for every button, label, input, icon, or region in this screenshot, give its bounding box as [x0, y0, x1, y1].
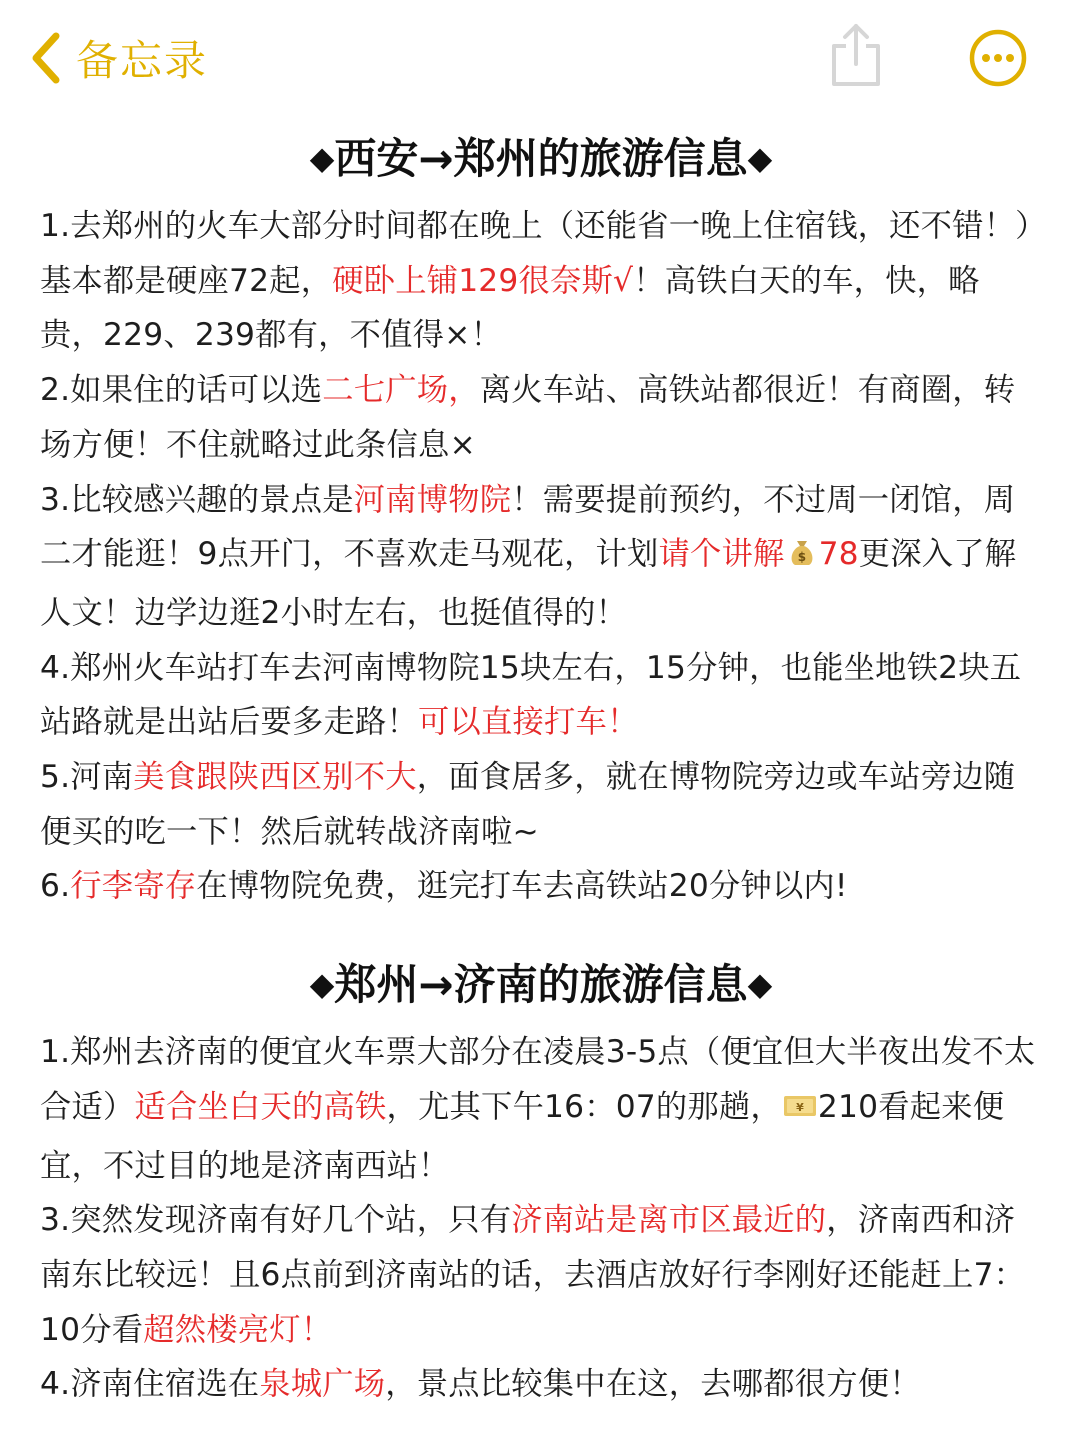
- more-button[interactable]: [968, 28, 1028, 88]
- money-bag-icon: [785, 531, 819, 586]
- svg-text:$: $: [797, 550, 806, 565]
- chevron-left-icon: [30, 32, 62, 84]
- paragraph-3: 4.济南住宿选在泉城广场，景点比较集中在这，去哪都很方便！: [40, 1366, 921, 1403]
- diamond-icon: ◆: [309, 965, 335, 1004]
- section2-paragraphs: [40, 1025, 1042, 1412]
- diamond-icon: ◆: [747, 139, 773, 177]
- section-title-xian-zhengzhou: ◆西安→郑州的旅游信息◆: [309, 134, 773, 183]
- paragraph-2: 2.如果住的话可以选二七广场，离火车站、高铁站都很近！有商圈，转场方便！不住就略过此条信息×: [40, 372, 1016, 463]
- more-icon: [968, 73, 1028, 92]
- share-icon: [826, 73, 886, 92]
- paragraph-6: 6.行李寄存在博物院免费，逛完打车去高铁站20分钟以内!: [40, 868, 848, 905]
- paragraph-5: 5.河南美食跟陕西区别不大，面食居多，就在博物院旁边或车站旁边随便买的吃一下！然后就转战济南啦~: [40, 759, 1016, 850]
- diamond-icon: ◆: [747, 965, 773, 1004]
- top-bar: [0, 0, 1080, 110]
- paragraph-3: 3.比较感兴趣的景点是河南博物院！需要提前预约，不过周一闭馆，周二才能逛！9点开门，不喜欢走马观花，计划请个讲解 $ 78更深入了解人文！边学边逛2小时左右，也挺值得的！: [40, 481, 1017, 631]
- share-button[interactable]: [826, 22, 886, 88]
- svg-text:¥: ¥: [795, 1100, 804, 1114]
- money-icon: [782, 1084, 818, 1139]
- note-content: [40, 118, 1042, 1412]
- paragraph-2: 3.突然发现济南有好几个站，只有济南站是离市区最近的，济南西和济南东比较远！且6点前到济南站的话，去酒店放好行李刚好还能赶上7：10分看超然楼亮灯！: [40, 1202, 1026, 1348]
- paragraph-1: 1.去郑州的火车大部分时间都在晚上（还能省一晚上住宿钱，还不错！）基本都是硬座72起，硬卧上铺129很奈斯√！高铁白天的车，快，略贵，229、239都有，不值得×！: [40, 208, 1032, 354]
- diamond-icon: ◆: [309, 139, 335, 177]
- back-label: 备忘录: [76, 36, 209, 85]
- back-button[interactable]: [30, 26, 208, 90]
- section1-paragraphs: [40, 199, 1042, 914]
- section-title-zhengzhou-jinan: ◆郑州→济南的旅游信息◆: [309, 960, 773, 1010]
- paragraph-1: 1.郑州去济南的便宜火车票大部分在凌晨3-5点（便宜但大半夜出发不太合适）适合坐白天的高铁，尤其下午16：07的那趟， ¥ 210看起来便宜，不过目的地是济南西站！: [40, 1034, 1036, 1184]
- paragraph-4: 4.郑州火车站打车去河南博物院15块左右，15分钟，也能坐地铁2块五站路就是出站后要多走路！可以直接打车！: [40, 649, 1022, 741]
